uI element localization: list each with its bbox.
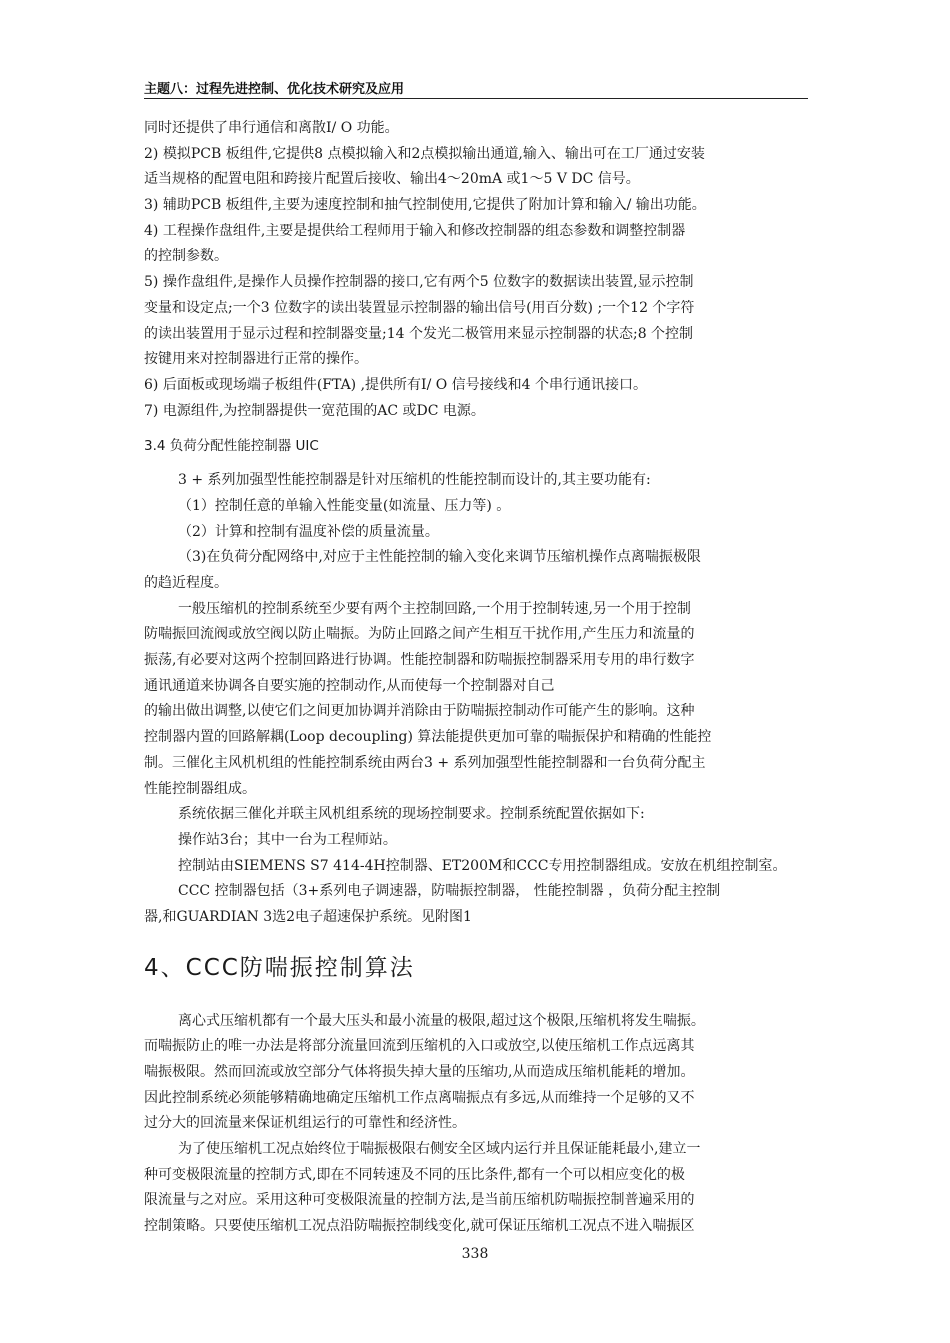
- text-line: 通讯通道来协调各自要实施的控制动作,从而使每一个控制器对自己: [144, 677, 555, 694]
- text-line: 而喘振防止的唯一办法是将部分流量回流到压缩机的入口或放空,以使压缩机工作点远离其: [144, 1038, 695, 1055]
- text-line: 按键用来对控制器进行正常的操作。: [144, 351, 368, 368]
- text-line: 的输出做出调整,以使它们之间更加协调并消除由于防喘振控制动作可能产生的影响。这种: [144, 703, 695, 720]
- text-line: 5) 操作盘组件,是操作人员操作控制器的接口,它有两个5 位数字的数据读出装置,显示控制: [144, 274, 694, 291]
- running-header: 主题八：过程先进控制、优化技术研究及应用: [144, 82, 405, 97]
- text-line: 2) 模拟PCB 板组件,它提供8 点模拟输入和2点模拟输出通道,输入、输出可在工厂通过安装: [144, 145, 705, 162]
- text-line: 防喘振回流阀或放空阀以防止喘振。为防止回路之间产生相互干扰作用,产生压力和流量的: [144, 626, 695, 643]
- text-line: 控制站由SIEMENS S7 414-4H控制器、ET200M和CCC专用控制器组成。安放在机组控制室。: [178, 857, 787, 874]
- page-number: 338: [461, 1246, 489, 1262]
- header-rule: [144, 98, 808, 99]
- text-line: 一般压缩机的控制系统至少要有两个主控制回路,一个用于控制转速,另一个用于控制: [178, 600, 691, 617]
- chapter-heading: 4、CCC防喘振控制算法: [144, 954, 415, 981]
- text-line: 控制器内置的回路解耦(Loop decoupling) 算法能提供更加可靠的喘振保护和精确的性能控: [144, 729, 712, 746]
- text-line: 过分大的回流量来保证机组运行的可靠性和经济性。: [144, 1115, 466, 1132]
- text-line: CCC 控制器包括（3+系列电子调速器，防喘振控制器， 性能控制器 ，负荷分配主控制: [178, 883, 721, 900]
- text-line: 为了使压缩机工况点始终位于喘振极限右侧安全区域内运行并且保证能耗最小,建立一: [178, 1141, 701, 1158]
- text-line: 种可变极限流量的控制方式,即在不同转速及不同的压比条件,都有一个可以相应变化的极: [144, 1166, 685, 1183]
- text-line: 适当规格的配置电阻和跨接片配置后接收、输出4～20mA 或1～5 V DC 信号。: [144, 171, 640, 188]
- text-line: 制。三催化主风机机组的性能控制系统由两台3 + 系列加强型性能控制器和一台负荷分配主: [144, 754, 706, 771]
- text-line: 7) 电源组件,为控制器提供一宽范围的AC 或DC 电源。: [144, 402, 485, 419]
- text-line: 变量和设定点;一个3 位数字的读出装置显示控制器的输出信号(用百分数) ;一个12 个字符: [144, 299, 695, 316]
- text-line: （1）控制任意的单输入性能变量(如流量、压力等) 。: [178, 497, 511, 514]
- text-line: 4) 工程操作盘组件,主要是提供给工程师用于输入和修改控制器的组态参数和调整控制器: [144, 222, 686, 239]
- text-line: 的控制参数。: [144, 248, 228, 265]
- text-line: 的读出装置用于显示过程和控制器变量;14 个发光二极管用来显示控制器的状态;8 个控制: [144, 325, 694, 342]
- text-line: 喘振极限。然而回流或放空部分气体将损失掉大量的压缩功,从而造成压缩机能耗的增加。: [144, 1064, 695, 1080]
- text-line: 因此控制系统必须能够精确地确定压缩机工作点离喘振点有多远,从而维持一个足够的又不: [144, 1089, 695, 1106]
- text-line: 性能控制器组成。: [144, 780, 256, 797]
- text-line: 同时还提供了串行通信和离散I/ O 功能。: [144, 120, 399, 136]
- page-body: [144, 116, 808, 1240]
- text-line: 6) 后面板或现场端子板组件(FTA) ,提供所有I/ O 信号接线和4 个串行通讯接口。: [144, 376, 648, 393]
- text-line: 限流量与之对应。采用这种可变极限流量的控制方法,是当前压缩机防喘振控制普遍采用的: [144, 1192, 695, 1209]
- text-line: 3 + 系列加强型性能控制器是针对压缩机的性能控制而设计的,其主要功能有:: [178, 472, 651, 489]
- text-line: （3)在负荷分配网络中,对应于主性能控制的输入变化来调节压缩机操作点离喘振极限: [178, 549, 701, 566]
- spacer: [144, 424, 808, 436]
- text-line: 3) 辅助PCB 板组件,主要为速度控制和抽气控制使用,它提供了附加计算和输入/ 输出功能。: [144, 197, 706, 214]
- text-line: 离心式压缩机都有一个最大压头和最小流量的极限,超过这个极限,压缩机将发生喘振。: [178, 1012, 705, 1029]
- text-line: 控制策略。只要使压缩机工况点沿防喘振控制线变化,就可保证压缩机工况点不进入喘振区: [144, 1218, 695, 1235]
- text-line: 的趋近程度。: [144, 575, 228, 591]
- text-line: 操作站3台；其中一台为工程师站。: [178, 831, 397, 848]
- text-line: 振荡,有必要对这两个控制回路进行协调。性能控制器和防喘振控制器采用专用的串行数字: [144, 652, 695, 669]
- text-line: 器,和GUARDIAN 3选2电子超速保护系统。见附图1: [144, 908, 472, 925]
- text-line: （2）计算和控制有温度补偿的质量流量。: [178, 523, 439, 540]
- text-line: 系统依据三催化并联主风机组系统的现场控制要求。控制系统配置依据如下:: [178, 806, 645, 823]
- section-heading: 3.4 负荷分配性能控制器 UIC: [144, 438, 319, 455]
